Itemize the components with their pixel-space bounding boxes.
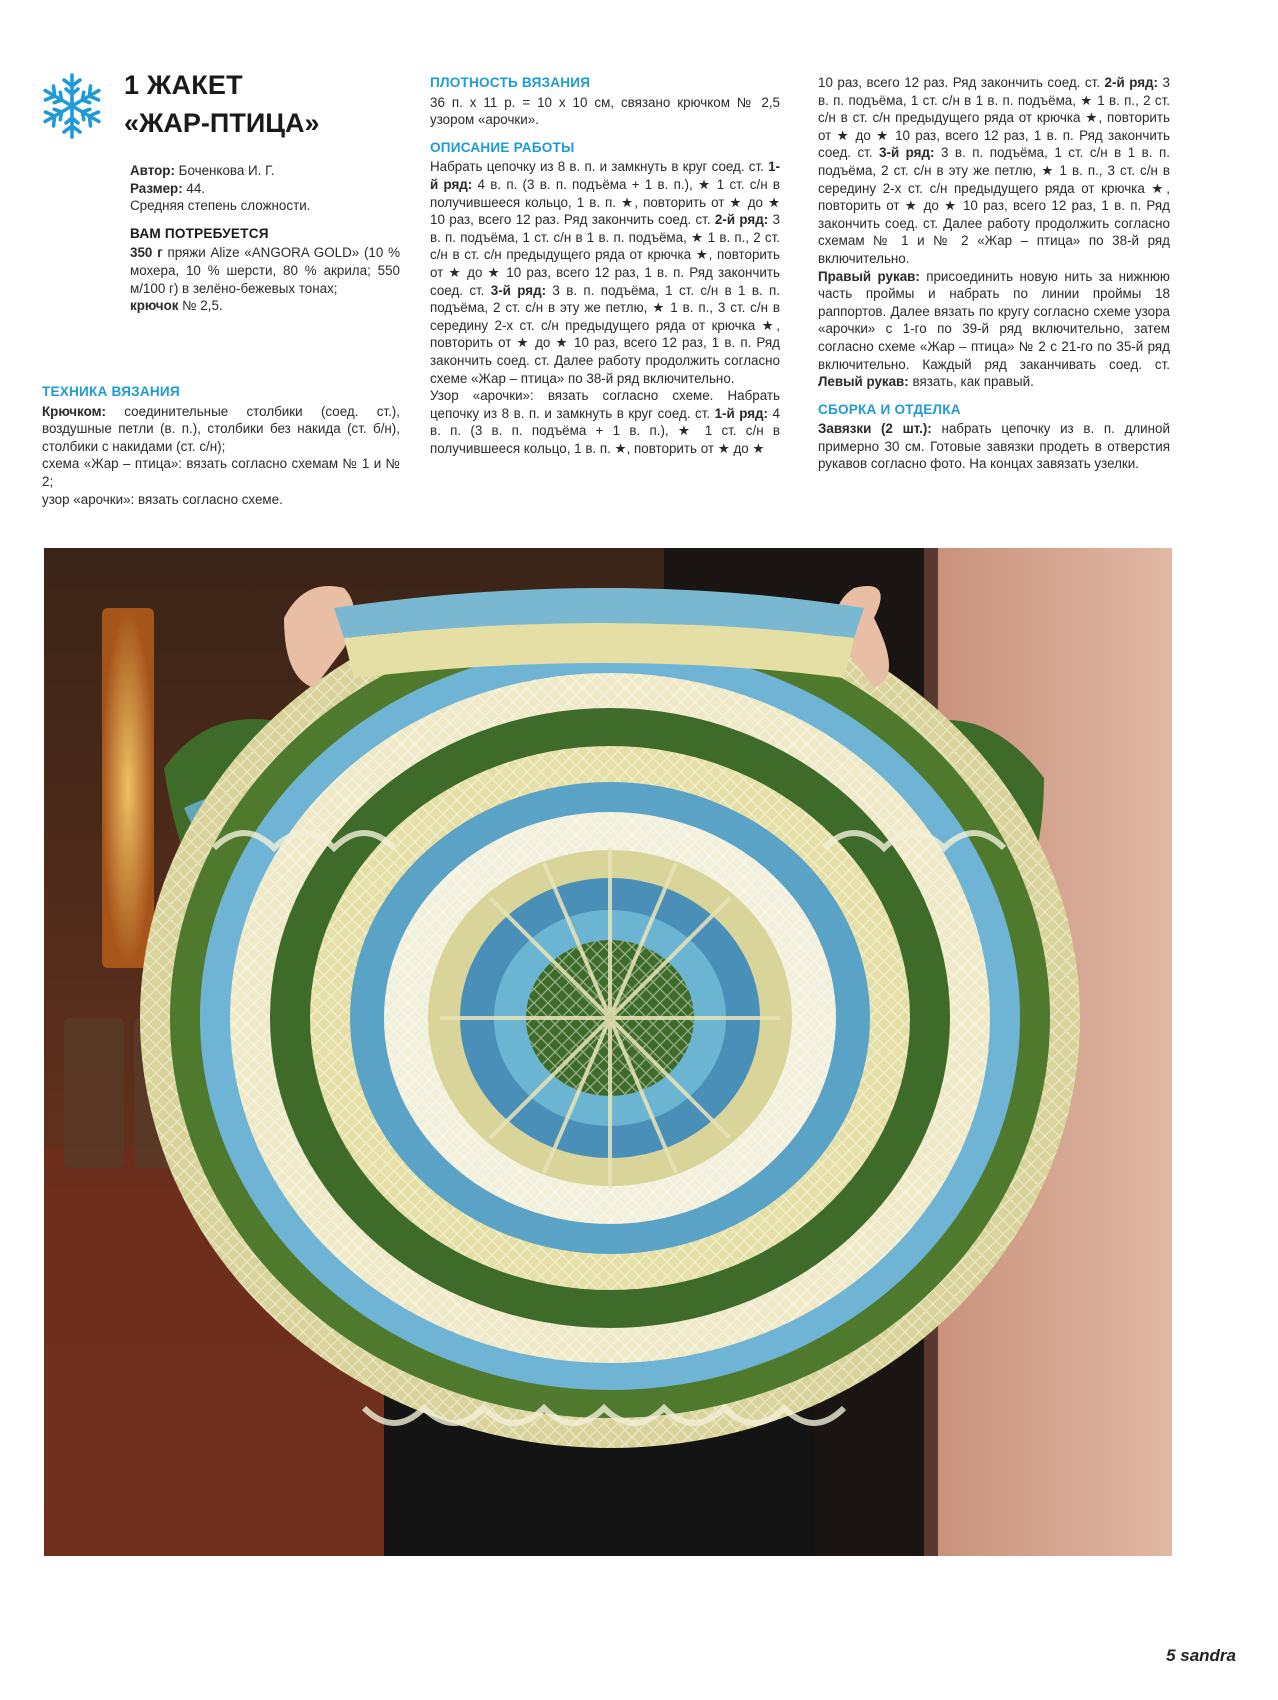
crochet-text: соединительные столбики (соед. ст.), воздушные петли (в. п.), столбики без накида (ст. б/н), столбики с накидами (ст. с/н); (42, 403, 400, 454)
snowflake-icon (38, 72, 106, 140)
arches-row1-text: 4 в. п. (3 в. п. подъёма + 1 в. п.), ★ 1 ст. с/н в получившееся кольцо, 1 в. п. ★, повторить от ★ до ★ (430, 405, 780, 456)
needs-heading: ВАМ ПОТРЕБУЕТСЯ (130, 225, 269, 241)
jacket-photo (44, 548, 1172, 1556)
row1-text: 4 в. п. (3 в. п. подъёма + 1 в. п.), ★ 1 ст. с/н в получившееся кольцо, 1 в. п. ★, повторить от ★ до ★ 10 раз, всего 12 раз. Ряд закончить соед. ст. (430, 176, 780, 228)
author-label: Автор: (130, 163, 175, 178)
yarn-text: пряжи Alize «ANGORA GOLD» (10 % мохера, 10 % шерсти, 80 % акрила; 550 м/100 г) в зелёно-бежевых тонах; (130, 245, 401, 296)
row3-label: 3-й ряд: (490, 282, 547, 298)
title-line-2: «ЖАР-ПТИЦА» (124, 108, 320, 138)
technique-heading: ТЕХНИКА ВЯЗАНИЯ (42, 384, 180, 399)
row3-text: 3 в. п. подъёма, 1 ст. с/н в 1 в. п. подъёма, 2 ст. с/н в эту же петлю, ★ 1 в. п., 3 ст. с/н в середину 2-х ст. с/н предыдущего ряда от крючка ★, повторить от ★ до ★ 10 раз, всего 12 раз, 1 в. п. Ряд закончить соед. ст. Далее работу продолжить согласно схеме «Жар – птица» по 38-й ряд включительно. (430, 282, 780, 386)
size-value: 44. (186, 180, 206, 196)
page-title (124, 70, 319, 140)
crochet-label: Крючком: (42, 403, 106, 419)
author-value: Боченкова И. Г. (178, 163, 275, 178)
continuation-text: 10 раз, всего 12 раз. Ряд закончить соед. ст. (818, 75, 1100, 90)
row2-text: 3 в. п. подъёма, 1 ст. с/н в 1 в. п. подъёма, ★ 1 в. п., 2 ст. с/н в ст. с/н предыдущего ряда от крючка ★, повторить от ★ до ★ 10 раз, всего 12 раз, 1 в. п. Ряд закончить соед. ст. (430, 212, 780, 298)
ties-text: набрать цепочку из в. п. длиной примерно 30 см. Готовые завязки продеть в отверстия рукавов согласно фото. На концах завязать узелки. (818, 421, 1170, 472)
row1-label: 1-й ряд: (430, 159, 780, 192)
page-footer: 5 sandra (1166, 1646, 1236, 1665)
hook-label: крючок (130, 298, 179, 314)
right-sleeve-label: Правый рукав: (818, 268, 920, 284)
density-text: 36 п. х 11 р. = 10 х 10 см, связано крючком № 2,5 узором «арочки». (430, 94, 780, 128)
yarn-amount: 350 г (130, 245, 163, 261)
ties-label: Завязки (2 шт.): (818, 421, 932, 437)
left-sleeve-text: вязать, как правый. (912, 374, 1034, 390)
description-heading: ОПИСАНИЕ РАБОТЫ (430, 139, 575, 155)
assembly-heading: СБОРКА И ОТДЕЛКА (818, 401, 961, 417)
cont-row2-label: 2-й ряд: (1104, 75, 1158, 90)
left-sleeve-label: Левый рукав: (818, 374, 909, 390)
cont-row2-text: 3 в. п. подъёма, 1 ст. с/н в 1 в. п. подъёма, ★ 1 в. п., 2 ст. с/н в ст. с/н предыдущего ряда от крючка ★, повторить от ★ до ★ 10 раз, всего 12 раз, 1 в. п. Ряд закончить соед. ст. (818, 75, 1170, 161)
hook-value: № 2,5. (182, 298, 223, 314)
cont-row3-label: 3-й ряд: (879, 145, 935, 161)
density-heading: ПЛОТНОСТЬ ВЯЗАНИЯ (430, 75, 591, 90)
difficulty: Средняя степень сложности. (130, 198, 311, 214)
title-line-1: 1 ЖАКЕТ (124, 70, 243, 100)
arches-intro: Узор «арочки»: вязать согласно схеме. Набрать цепочку из 8 в. п. и замкнуть в круг соед. ст. (430, 388, 780, 421)
row2-label: 2-й ряд: (714, 212, 769, 228)
description-intro: Набрать цепочку из 8 в. п. и замкнуть в круг соед. ст. (430, 159, 764, 175)
right-sleeve-text: присоединить новую нить за нижнюю часть проймы и набрать по линии проймы 18 раппортов. Далее вязать по кругу согласно схеме узора «арочки» с 1-го по 39-й ряд включительно, затем согласно схеме «Жар – птица» № 2 с 21-го по 35-й ряд включительно. Каждый ряд заканчивать соед. ст. (818, 268, 1170, 372)
arches-text: узор «арочки»: вязать согласно схеме. (42, 491, 283, 507)
technique-block (42, 383, 400, 508)
meta-block (130, 162, 400, 315)
scheme-text: схема «Жар – птица»: вязать согласно схемам № 1 и № 2; (42, 456, 400, 489)
arches-row1-label: 1-й ряд: (714, 405, 769, 421)
cont-row3-text: 3 в. п. подъёма, 1 ст. с/н в 1 в. п. подъёма, 2 ст. с/н в эту же петлю, ★ 1 в. п., 3 ст. с/н в середину 2-х ст. с/н предыдущего ряда от крючка ★, повторить от ★ до ★ 10 раз, всего 12 раз, 1 в. п. Ряд закончить соед. ст. Далее работу продолжить согласно схемам № 1 и № 2 «Жар – птица» по 38-й ряд включительно. (818, 145, 1170, 266)
continuation-column (818, 74, 1170, 473)
size-label: Размер: (130, 180, 183, 196)
description-column (430, 74, 780, 457)
